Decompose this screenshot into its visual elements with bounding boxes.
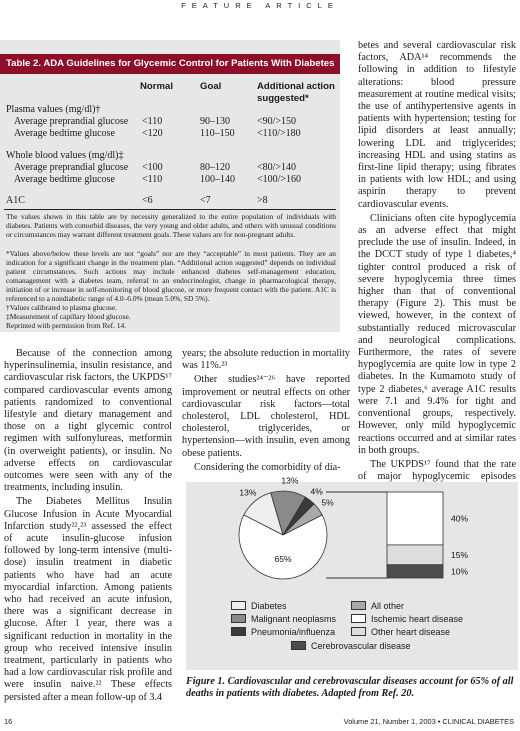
table-footnote: *Values above/below these levels are not “goals” nor are they “acceptable” in most patients. They are an indication for a significant change in the treatment plan. “Additional action suggested” depends on individual patient circumstances. Such actions may include enhanced diabetes self-management education, comanagement with a diabetes team, referral to an endocrinologist, change in pharmacological therapy, initiation of or increase in self-monitoring of blood glucose, or more frequent contact with the patient. A1C is referenced to a nondiabetic range of 4.0–6.0% (mean 5.0%, SD 5%). xyxy=(6,249,336,303)
legend-label: Ischemic heart disease xyxy=(371,614,464,624)
legend-swatch xyxy=(351,627,366,636)
pie-label: 13% xyxy=(281,475,299,486)
cell-normal: <6 xyxy=(142,195,153,206)
table-rule xyxy=(4,209,336,210)
row-label: Average bedtime glucose xyxy=(14,128,115,139)
figure-caption: Figure 1. Cardiovascular and cerebrovascular diseases account for 65% of all deaths in patients with diabetes. Adapted from Ref. 20. xyxy=(186,676,514,700)
paragraph: Because of the connection among hyperinsulinemia, insulin resistance, and cardiovascular risk factors, the UKPDS¹⁷ compared cardiovascular events among patients randomized to conventional lifestyle and dietary management and those on a tight glycemic control regimen with sulfonylureas, metformin (in overweight patients), or insulin. No adverse effects on cardiovascular outcomes were seen with any of the treatments, including insulin. xyxy=(4,348,172,494)
paragraph: years; the absolute reduction in mortality was 11%.²³ xyxy=(182,348,350,372)
stack-segment-ischemic-heart-disease xyxy=(387,492,443,545)
legend-swatch xyxy=(291,641,306,650)
legend-swatch xyxy=(231,627,246,636)
pie-label: 4% xyxy=(310,486,323,497)
legend-swatch xyxy=(231,614,246,623)
legend-label: Pneumonia/influenza xyxy=(251,627,336,637)
journal-footer: Volume 21, Number 1, 2003 • CLINICAL DIABETES xyxy=(343,717,514,726)
cell-action: <110/>180 xyxy=(257,128,301,139)
cell-normal: <110 xyxy=(142,174,163,185)
legend-label: Other heart disease xyxy=(371,627,451,637)
stack-label: 10% xyxy=(451,566,469,577)
pie-label: 65% xyxy=(274,554,292,565)
legend-swatch xyxy=(351,601,366,610)
stack-label: 40% xyxy=(451,513,469,524)
pie-chart xyxy=(186,475,518,590)
cell-action: >8 xyxy=(257,195,268,206)
table-title: Table 2. ADA Guidelines for Glycemic Control for Patients With Diabetes xyxy=(0,54,340,74)
running-head: FEATURE ARTICLE xyxy=(181,1,339,10)
paragraph: The UKPDS¹⁷ found that the rate of major hypoglycemic episodes xyxy=(358,458,516,483)
col-header-action: Additional action xyxy=(257,81,335,92)
paragraph: betes and several cardiovascular risk factors, ADA¹⁴ recommends the following in addition to lifestyle alterations: blood pressure measurement at routine medical visits; the use of antihypertensive agents in patients with hypertension; testing for lipid disorders at least annually; lowering LDL and triglycerides; increasing HDL and using statins as first-line lipid therapy; using fibrates in patients with low HDL; and using aspirin therapy to prevent cardiovascular events. xyxy=(358,40,516,210)
legend-label: Diabetes xyxy=(251,601,287,611)
legend-swatch xyxy=(231,601,246,610)
stack-segment-cerebrovascular-disease xyxy=(387,565,443,578)
cell-goal: 100–140 xyxy=(200,174,235,185)
chart-legend xyxy=(231,601,511,665)
legend-swatch xyxy=(351,614,366,623)
legend-label: Malignant neoplasms xyxy=(251,614,337,624)
cell-goal: <7 xyxy=(200,195,211,206)
paragraph: The Diabetes Mellitus Insulin Glucose Infusion in Acute Myocardial Infarction study²²,²³ assessed the effect of acute insulin-glucose infusion followed by long-term intensive (multi-dose) insulin treatment in diabetic patients who have had an acute myocardial infarction. Among patients who had received an acute infusion, there was a significant decrease in glucose. After 1 year, there was a significant reduction in mortality in the group who received intensive insulin treatment, particularly in patients who had a low cardiovascular risk profile and were insulin naive.²² These effects persisted after a mean follow-up of 3.4 xyxy=(4,496,172,703)
table-footnote: †Values calibrated to plasma glucose. xyxy=(6,303,118,312)
pie-label: 5% xyxy=(321,497,334,508)
legend-label: All other xyxy=(371,601,405,611)
right-column-text xyxy=(358,40,516,508)
stack-label: 15% xyxy=(451,549,469,560)
stack-segment-other-heart-disease xyxy=(387,545,443,565)
cell-action: <90/>150 xyxy=(257,116,297,127)
paragraph: Considering the comorbidity of dia- xyxy=(194,461,341,473)
cell-goal: 110–150 xyxy=(200,128,235,139)
table-footnote: ‡Measurement of capillary blood glucose. xyxy=(6,312,131,321)
col-header-goal: Goal xyxy=(200,81,222,92)
table-footnote: Reprinted with permission from Ref. 14. xyxy=(6,321,127,330)
plasma-heading: Plasma values (mg/dl)† xyxy=(6,104,101,115)
whole-blood-heading: Whole blood values (mg/dl)‡ xyxy=(6,150,124,161)
row-label: Average preprandial glucose xyxy=(14,162,129,173)
col-header-normal: Normal xyxy=(140,81,174,92)
cell-goal: 80–120 xyxy=(200,162,230,173)
paragraph: Other studies²⁴⁻²⁶ have reported improvement or neutral effects on other cardiovascular risk factors—total cholesterol, LDL cholesterol, HDL cholesterol, triglycerides, or hypertension—with insulin, even among obese patients. xyxy=(182,374,350,459)
cell-action: <100/>160 xyxy=(257,174,302,185)
table-footnote: The values shown in this table are by necessity generalized to the entire population of individuals with diabetes. Patients with comorbid diseases, the very young and older adults, and others with unusual conditions or circumstances may warrant different treatment goals. These values are for non-pregnant adults. xyxy=(6,212,336,239)
page-number: 16 xyxy=(4,717,13,726)
paragraph: Clinicians often cite hypoglycemia as an adverse effect that might preclude the use of insulin. Indeed, in the DCCT study of type 1 diabetes,⁴ tighter control produced a risk of severe hypoglycemia three times higher than that of conventional therapy (Figure 2). This must be viewed, however, in the context of substantially reduced microvascular and neurological complications. Furthermore, the rates of severe hypoglycemia are quite low in type 2 diabetes. In the Kumamoto study of type 2 diabetes,⁶ average A1C results were 7.1 and 9.4% for tight and conventional groups, respectively. However, only mild hypoglycemic reactions occurred and at similar rates in both groups. xyxy=(358,212,516,456)
left-column-text xyxy=(4,348,172,704)
cell-normal: <100 xyxy=(142,162,163,173)
row-label-a1c: A1C xyxy=(6,195,25,206)
row-label: Average bedtime glucose xyxy=(14,174,115,185)
cell-goal: 90–130 xyxy=(200,116,230,127)
row-label: Average preprandial glucose xyxy=(14,116,129,127)
cell-action: <80/>140 xyxy=(257,162,297,173)
middle-column-text xyxy=(182,348,350,474)
col-header-action-line2: suggested* xyxy=(257,93,309,104)
cell-normal: <110 xyxy=(142,116,163,127)
legend-label: Cerebrovascular disease xyxy=(311,641,411,651)
cell-normal: <120 xyxy=(142,128,163,139)
pie-label: 13% xyxy=(239,487,257,498)
